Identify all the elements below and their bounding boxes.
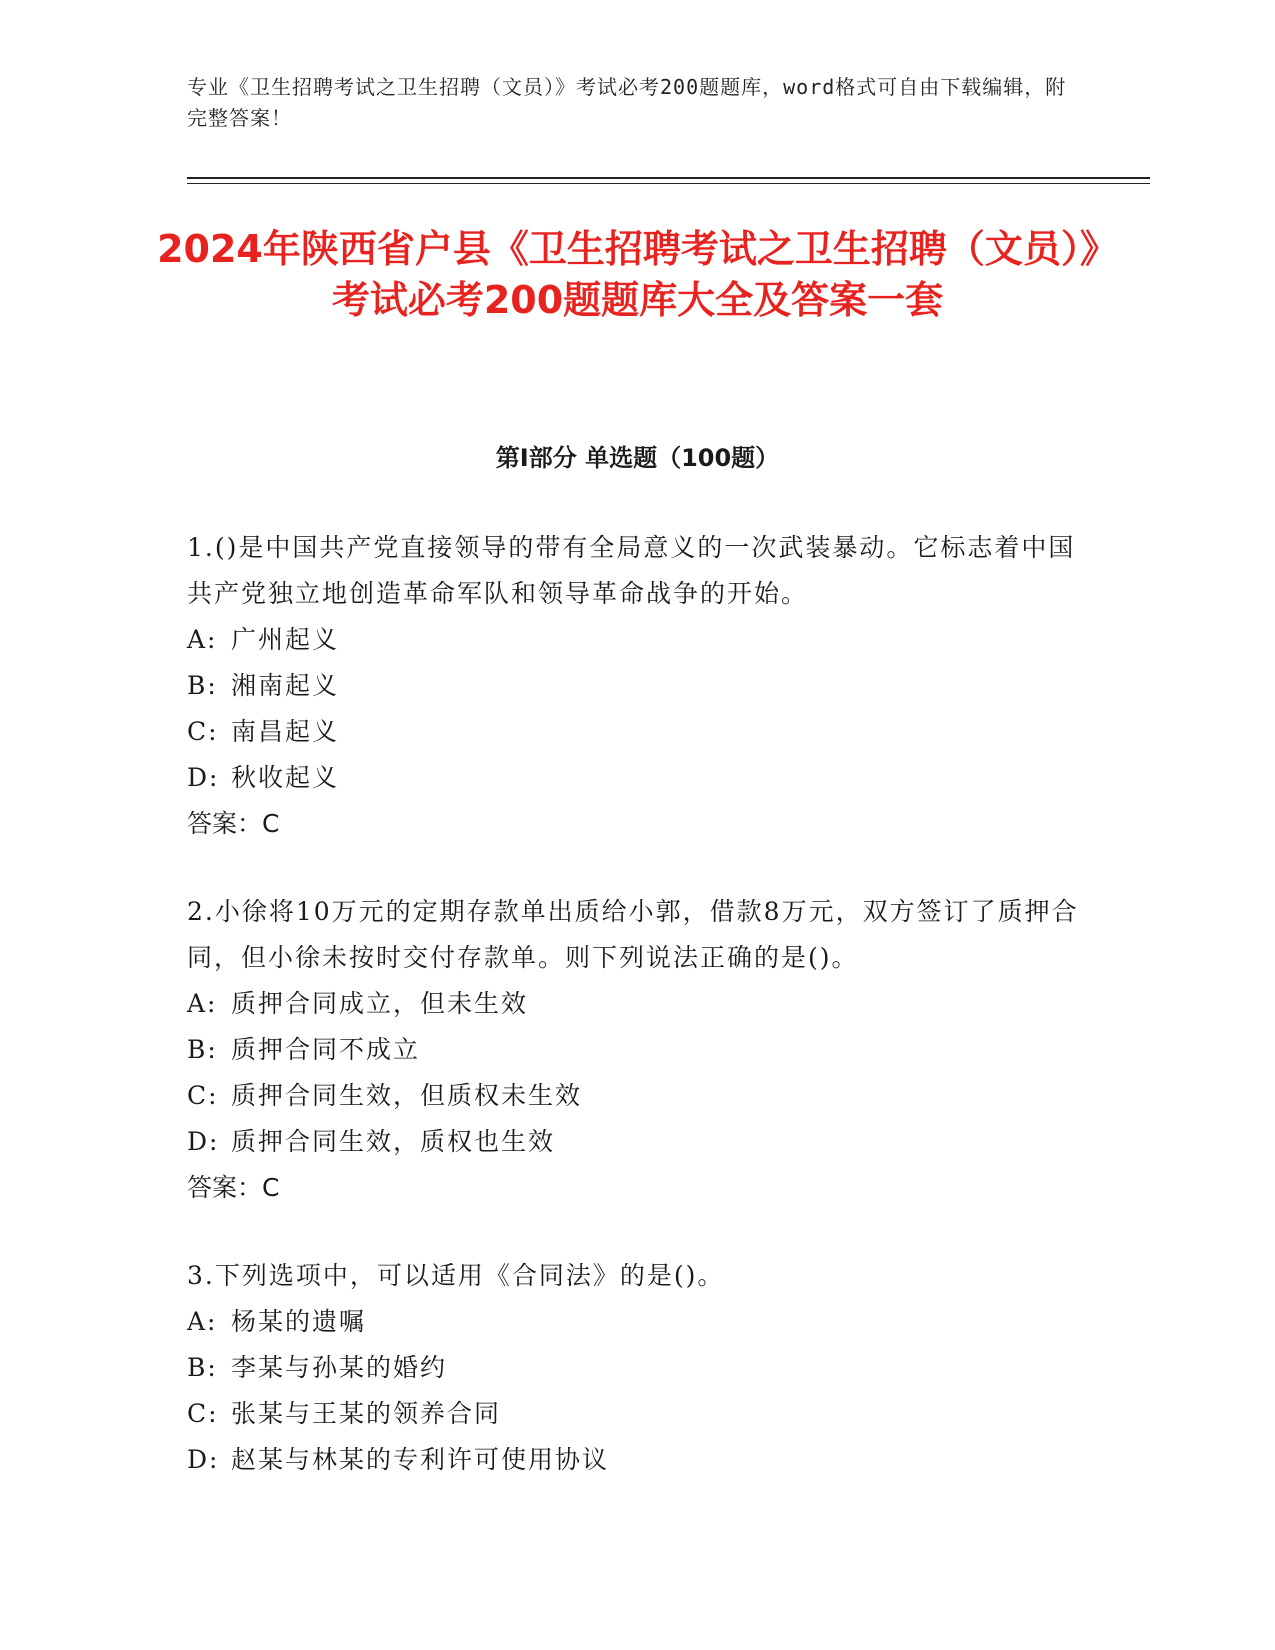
- option-text: 杨某的遗嘱: [231, 1307, 367, 1336]
- option-letter: B:: [187, 671, 218, 700]
- option-a: [187, 617, 1092, 663]
- answer-label: 答案：C: [187, 1173, 280, 1202]
- option-letter: A:: [187, 989, 218, 1018]
- option-text: 李某与孙某的婚约: [231, 1353, 448, 1382]
- document-title: 2024年陕西省户县《卫生招聘考试之卫生招聘（文员）》考试必考200题题库大全及答案一套: [157, 227, 1118, 322]
- option-b: [187, 663, 1092, 709]
- option-letter: D:: [187, 763, 220, 792]
- header-note: 专业《卫生招聘考试之卫生招聘（文员）》考试必考200题题库，word格式可自由下载编辑，附完整答案！: [187, 75, 1067, 130]
- option-text: 湘南起义: [231, 671, 340, 700]
- option-text: 质押合同成立，但未生效: [231, 989, 529, 1018]
- option-d: [187, 755, 1092, 801]
- option-b: [187, 1027, 1092, 1073]
- option-letter: B:: [187, 1353, 218, 1382]
- option-letter: D:: [187, 1445, 220, 1474]
- option-c: [187, 1391, 1092, 1437]
- option-a: [187, 1299, 1092, 1345]
- question-text: 3.下列选项中，可以适用《合同法》的是()。: [187, 1261, 725, 1290]
- option-letter: A:: [187, 625, 218, 654]
- option-c: [187, 1073, 1092, 1119]
- option-a: [187, 981, 1092, 1027]
- option-text: 张某与王某的领养合同: [231, 1399, 502, 1428]
- option-d: [187, 1437, 1092, 1483]
- option-text: 南昌起义: [231, 717, 340, 746]
- question-1: [187, 525, 1092, 847]
- answer-label: 答案：C: [187, 809, 280, 838]
- question-3: [187, 1253, 1092, 1483]
- option-text: 质押合同不成立: [231, 1035, 421, 1064]
- option-letter: B:: [187, 1035, 218, 1064]
- option-c: [187, 709, 1092, 755]
- option-letter: D:: [187, 1127, 220, 1156]
- option-letter: C:: [187, 1399, 219, 1428]
- option-text: 质押合同生效，但质权未生效: [231, 1081, 583, 1110]
- question-text: 2.小徐将10万元的定期存款单出质给小郭，借款8万元，双方签订了质押合同，但小徐未按时交付存款单。则下列说法正确的是()。: [187, 897, 1079, 972]
- section-title: 第Ⅰ部分 单选题（100题）: [495, 444, 780, 472]
- option-text: 广州起义: [231, 625, 340, 654]
- question-2: [187, 889, 1092, 1211]
- header-divider-thin: [187, 183, 1150, 184]
- header-divider-thick: [187, 177, 1150, 179]
- question-text: 1.()是中国共产党直接领导的带有全局意义的一次武装暴动。它标志着中国共产党独立地创造革命军队和领导革命战争的开始。: [187, 533, 1076, 608]
- option-text: 赵某与林某的专利许可使用协议: [231, 1445, 610, 1474]
- option-text: 质押合同生效，质权也生效: [231, 1127, 556, 1156]
- option-letter: A:: [187, 1307, 218, 1336]
- option-text: 秋收起义: [231, 763, 340, 792]
- option-letter: C:: [187, 717, 219, 746]
- option-b: [187, 1345, 1092, 1391]
- option-letter: C:: [187, 1081, 219, 1110]
- option-d: [187, 1119, 1092, 1165]
- question-list: [187, 525, 1092, 1525]
